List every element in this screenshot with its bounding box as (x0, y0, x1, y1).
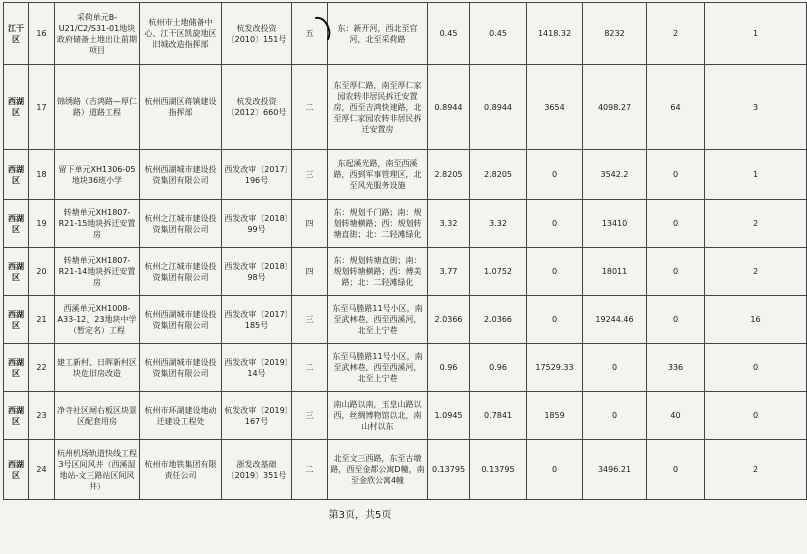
land-type-cell: 四 (292, 200, 328, 248)
land-type-cell: 三 (292, 150, 328, 200)
value-cell-2: 0 (583, 344, 647, 392)
boundary-cell: 东：规划千门路；南：规划转塘横路；西：规划转塘直街；北：二轻滩绿化 (328, 200, 428, 248)
construction-unit-cell: 杭州西湖城市建设投资集团有限公司 (140, 344, 222, 392)
land-type-cell: 五 (292, 3, 328, 65)
pen-stroke-mark (313, 14, 341, 40)
table-row (4, 3, 807, 65)
district-cell: 西湖区 (4, 248, 29, 296)
value-cell-1: 1859 (527, 392, 583, 440)
construction-unit-cell: 杭州市环湖建设地动迁建设工程处 (140, 392, 222, 440)
value-cell-3: 0 (647, 200, 705, 248)
construction-unit-cell: 杭州西湖城市建设投资集团有限公司 (140, 296, 222, 344)
page-footer: 第3页，共5页 (328, 510, 392, 521)
row-number-cell: 23 (29, 392, 55, 440)
boundary-cell: 东至厚仁路，南至厚仁家园农转非居民拆迁安置房，西至吉鸿快速路，北至厚仁家园农转非居民拆迁安置房 (328, 65, 428, 150)
area-cell: 3.77 (428, 248, 470, 296)
construction-unit-cell: 杭州西湖区蒋镇建设指挥部 (140, 65, 222, 150)
approval-document-cell: 杭发改投资〔2012〕660号 (222, 65, 292, 150)
area-secondary-cell: 0.45 (470, 3, 527, 65)
project-name-cell: 净寺社区闸右板区块景区配套用房 (55, 392, 140, 440)
value-cell-3: 0 (647, 248, 705, 296)
value-cell-2: 0 (583, 392, 647, 440)
boundary-cell: 东至马塍路11号小区，南至武林巷，西至西溪河，北至上宁巷 (328, 344, 428, 392)
approval-document-cell: 西发改审〔2018〕99号 (222, 200, 292, 248)
area-cell: 3.32 (428, 200, 470, 248)
value-cell-2: 18011 (583, 248, 647, 296)
table-body (4, 3, 807, 500)
value-cell-4: 2 (705, 440, 807, 500)
table-row (4, 200, 807, 248)
area-secondary-cell: 0.13795 (470, 440, 527, 500)
value-cell-2: 3496.21 (583, 440, 647, 500)
value-cell-1: 0 (527, 248, 583, 296)
value-cell-2: 19244.46 (583, 296, 647, 344)
value-cell-1: 0 (527, 150, 583, 200)
table-row (4, 150, 807, 200)
area-secondary-cell: 0.96 (470, 344, 527, 392)
approval-document-cell: 杭发改投资〔2010〕151号 (222, 3, 292, 65)
value-cell-4: 16 (705, 296, 807, 344)
area-cell: 0.8944 (428, 65, 470, 150)
row-number-cell: 17 (29, 65, 55, 150)
value-cell-4: 0 (705, 392, 807, 440)
approval-document-cell: 杭发改审〔2019〕167号 (222, 392, 292, 440)
area-secondary-cell: 0.8944 (470, 65, 527, 150)
district-cell: 西湖区 (4, 150, 29, 200)
value-cell-4: 2 (705, 200, 807, 248)
row-number-cell: 22 (29, 344, 55, 392)
value-cell-3: 64 (647, 65, 705, 150)
value-cell-2: 3542.2 (583, 150, 647, 200)
land-type-cell: 三 (292, 296, 328, 344)
value-cell-4: 1 (705, 150, 807, 200)
value-cell-3: 336 (647, 344, 705, 392)
value-cell-1: 0 (527, 296, 583, 344)
row-number-cell: 19 (29, 200, 55, 248)
project-name-cell: 留下单元XH1306-05地块36班小学 (55, 150, 140, 200)
value-cell-3: 2 (647, 3, 705, 65)
value-cell-4: 1 (705, 3, 807, 65)
land-type-cell: 二 (292, 440, 328, 500)
table-row (4, 440, 807, 500)
district-cell: 江干区 (4, 3, 29, 65)
boundary-cell: 东：新开河，西北至官河，北至采荷路 (328, 3, 428, 65)
value-cell-4: 3 (705, 65, 807, 150)
area-secondary-cell: 2.0366 (470, 296, 527, 344)
value-cell-2: 4098.27 (583, 65, 647, 150)
boundary-cell: 东至马塍路11号小区，南至武林巷，西至西溪河，北至上宁巷 (328, 296, 428, 344)
district-cell: 西湖区 (4, 296, 29, 344)
approval-document-cell: 西发改审〔2017〕185号 (222, 296, 292, 344)
boundary-cell: 东：规划转塘直街；南：规划转塘横路；西：傅美路；北：二轻滩绿化 (328, 248, 428, 296)
project-name-cell: 采荷单元B-U21/C2/S31-01地块政府储备土地出让前期项目 (55, 3, 140, 65)
value-cell-2: 8232 (583, 3, 647, 65)
land-type-cell: 四 (292, 248, 328, 296)
boundary-cell: 北至文三西路，东至古墩路，西至金都公寓D幢，南至金欣公寓4幢 (328, 440, 428, 500)
value-cell-3: 0 (647, 296, 705, 344)
table-row (4, 344, 807, 392)
approval-document-cell: 西发改审〔2019〕14号 (222, 344, 292, 392)
project-name-cell: 转塘单元XH1807-R21-14地块拆迁安置房 (55, 248, 140, 296)
table-row (4, 392, 807, 440)
district-cell: 西湖区 (4, 65, 29, 150)
project-name-cell: 西溪单元XH1008-A33-12、23地块中学（暂定名）工程 (55, 296, 140, 344)
table-row (4, 296, 807, 344)
area-cell: 0.13795 (428, 440, 470, 500)
construction-unit-cell: 杭州之江城市建设投资集团有限公司 (140, 200, 222, 248)
area-secondary-cell: 2.8205 (470, 150, 527, 200)
value-cell-1: 1418.32 (527, 3, 583, 65)
row-number-cell: 18 (29, 150, 55, 200)
value-cell-1: 3654 (527, 65, 583, 150)
approval-document-cell: 西发改审〔2018〕98号 (222, 248, 292, 296)
construction-unit-cell: 杭州市土地储备中心、江干区凯旋地区旧城改造指挥部 (140, 3, 222, 65)
area-cell: 0.45 (428, 3, 470, 65)
project-name-cell: 杭州机场轨道快线工程3号区间风井（西溪湿地站-文三路站区间风井） (55, 440, 140, 500)
value-cell-4: 2 (705, 248, 807, 296)
approval-document-cell: 西发改审〔2017〕196号 (222, 150, 292, 200)
area-secondary-cell: 3.32 (470, 200, 527, 248)
project-name-cell: 转塘单元XH1807-R21-15地块拆迁安置房 (55, 200, 140, 248)
area-secondary-cell: 1.0752 (470, 248, 527, 296)
construction-unit-cell: 杭州西湖城市建设投资集团有限公司 (140, 150, 222, 200)
project-name-cell: 锦绣路（吉鸿路—厚仁路）道路工程 (55, 65, 140, 150)
value-cell-3: 40 (647, 392, 705, 440)
approval-document-cell: 浙发改基础〔2019〕351号 (222, 440, 292, 500)
district-cell: 西湖区 (4, 440, 29, 500)
value-cell-1: 17529.33 (527, 344, 583, 392)
row-number-cell: 24 (29, 440, 55, 500)
boundary-cell: 南山路以南，玉皇山路以西，丝绸博物馆以北，南山村以东 (328, 392, 428, 440)
district-cell: 西湖区 (4, 344, 29, 392)
area-secondary-cell: 0.7841 (470, 392, 527, 440)
value-cell-3: 0 (647, 150, 705, 200)
table-row (4, 65, 807, 150)
value-cell-1: 0 (527, 200, 583, 248)
construction-unit-cell: 杭州之江城市建设投资集团有限公司 (140, 248, 222, 296)
table-row (4, 248, 807, 296)
land-acquisition-table (3, 2, 807, 500)
value-cell-4: 0 (705, 344, 807, 392)
boundary-cell: 东起溪光路，南至西溪路，西到军事管理区，北至风光服务设施 (328, 150, 428, 200)
land-type-cell: 三 (292, 392, 328, 440)
row-number-cell: 16 (29, 3, 55, 65)
area-cell: 0.96 (428, 344, 470, 392)
area-cell: 2.8205 (428, 150, 470, 200)
value-cell-3: 0 (647, 440, 705, 500)
value-cell-1: 0 (527, 440, 583, 500)
row-number-cell: 21 (29, 296, 55, 344)
area-cell: 1.0945 (428, 392, 470, 440)
project-name-cell: 建工新村、日晖新村区块危旧房改造 (55, 344, 140, 392)
area-cell: 2.0366 (428, 296, 470, 344)
land-type-cell: 二 (292, 344, 328, 392)
district-cell: 西湖区 (4, 392, 29, 440)
row-number-cell: 20 (29, 248, 55, 296)
construction-unit-cell: 杭州市地铁集团有限责任公司 (140, 440, 222, 500)
district-cell: 西湖区 (4, 200, 29, 248)
land-type-cell: 二 (292, 65, 328, 150)
value-cell-2: 13410 (583, 200, 647, 248)
